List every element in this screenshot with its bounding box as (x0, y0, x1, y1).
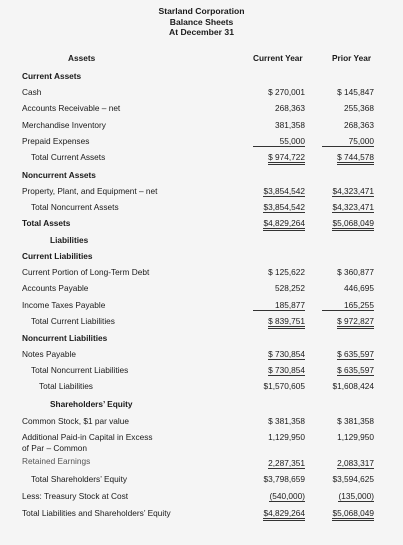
current-year-value: $ 839,751 (268, 316, 305, 329)
current-year-value: $4,829,264 (263, 218, 305, 231)
prior-year-value: 255,368 (344, 103, 374, 113)
section-label: Noncurrent Assets (22, 170, 96, 180)
total-row (0, 202, 403, 218)
line-item-row (0, 136, 403, 152)
section-label: Liabilities (50, 235, 89, 245)
line-item-label: Accounts Payable (22, 283, 89, 293)
line-item-row (0, 300, 403, 316)
line-item-label: Merchandise Inventory (22, 120, 106, 130)
line-item-row (0, 458, 403, 474)
total-row (0, 316, 403, 332)
prior-year-value: 165,255 (322, 300, 374, 311)
section-row (0, 251, 403, 267)
line-item-label: Current Portion of Long-Term Debt (22, 267, 150, 277)
prior-year-value: $ 381,358 (337, 416, 374, 426)
current-year-value: 381,358 (275, 120, 305, 130)
prior-year-value: $4,323,471 (332, 202, 374, 212)
prior-year-value: $5,068,049 (332, 218, 374, 231)
current-year-value: 2,287,351 (268, 458, 305, 468)
total-label: Total Shareholders’ Equity (31, 474, 128, 484)
line-item-label: Notes Payable (22, 349, 76, 359)
line-item-label-continued: of Par – Common (22, 443, 88, 453)
statement-date: At December 31 (169, 27, 234, 37)
prior-year-value: $ 972,827 (337, 316, 374, 329)
assets-column-heading: Assets (68, 53, 96, 63)
total-row (0, 152, 403, 168)
prior-year-heading: Prior Year (332, 53, 372, 63)
line-item-label: Additional Paid-in Capital in Excess (22, 432, 153, 442)
line-item-row (0, 349, 403, 365)
line-item-row (0, 120, 403, 136)
total-label: Total Noncurrent Assets (31, 202, 119, 212)
current-year-value: $ 125,622 (268, 267, 305, 277)
prior-year-value: $ 635,597 (337, 365, 374, 375)
current-year-value: 1,129,950 (268, 432, 305, 442)
section-row (0, 71, 403, 87)
section-label: Shareholders’ Equity (50, 399, 133, 409)
total-label: Total Liabilities (39, 381, 93, 391)
line-item-row (0, 267, 403, 283)
statement-title: Balance Sheets (169, 16, 234, 27)
total-label: Total Liabilities and Shareholders’ Equity (22, 508, 171, 518)
section-row (0, 170, 403, 186)
line-item-row (0, 283, 403, 299)
current-year-value: 528,252 (275, 283, 305, 293)
prior-year-value: $4,323,471 (332, 186, 374, 196)
line-item-label: Property, Plant, and Equipment – net (22, 186, 158, 196)
total-row (0, 508, 403, 524)
section-row (0, 235, 403, 251)
current-year-value: $ 730,854 (268, 365, 305, 375)
current-year-value: $3,854,542 (263, 202, 305, 212)
prior-year-value: 268,363 (344, 120, 374, 130)
line-item-label: Accounts Receivable – net (22, 103, 121, 113)
total-row (0, 474, 403, 490)
prior-year-value: $5,068,049 (332, 508, 374, 521)
line-item-row (0, 186, 403, 202)
section-row (0, 333, 403, 349)
total-label: Total Current Liabilities (31, 316, 115, 326)
line-item-row (0, 491, 403, 507)
current-year-heading: Current Year (253, 53, 303, 63)
line-item-row (0, 416, 403, 432)
prior-year-value: 75,000 (322, 136, 374, 147)
current-year-value: (540,000) (269, 491, 305, 501)
prior-year-value: $3,594,625 (332, 474, 374, 484)
line-item-label: Prepaid Expenses (22, 136, 90, 146)
prior-year-value: (135,000) (338, 491, 374, 501)
prior-year-value: 2,083,317 (337, 458, 374, 468)
total-row (0, 381, 403, 397)
company-name: Starland Corporation (158, 6, 245, 16)
statement-header (0, 0, 403, 38)
current-year-value: $ 974,722 (268, 152, 305, 165)
total-label: Total Current Assets (31, 152, 106, 162)
current-year-value: 185,877 (253, 300, 305, 311)
total-label: Total Assets (22, 218, 71, 228)
prior-year-value: $ 744,578 (337, 152, 374, 165)
current-year-value: $ 730,854 (268, 349, 305, 359)
line-item-row (0, 87, 403, 103)
current-year-value: $1,570,605 (263, 381, 305, 391)
prior-year-value: $ 145,847 (337, 87, 374, 97)
line-item-row (0, 103, 403, 119)
section-label: Noncurrent Liabilities (22, 333, 108, 343)
section-label: Current Assets (22, 71, 82, 81)
prior-year-value: 446,695 (344, 283, 374, 293)
section-row (0, 399, 403, 415)
current-year-value: 268,363 (275, 103, 305, 113)
line-item-label: Common Stock, $1 par value (22, 416, 129, 426)
total-row (0, 365, 403, 381)
line-item-label: Less: Treasury Stock at Cost (22, 491, 129, 501)
line-item-label: Retained Earnings (22, 456, 91, 466)
line-item-row (0, 432, 403, 458)
current-year-value: $ 270,001 (268, 87, 305, 97)
line-item-label: Cash (22, 87, 42, 97)
current-year-value: 55,000 (253, 136, 305, 147)
prior-year-value: $1,608,424 (332, 381, 374, 391)
prior-year-value: $ 360,877 (337, 267, 374, 277)
total-row (0, 218, 403, 234)
current-year-value: $3,854,542 (263, 186, 305, 196)
current-year-value: $ 381,358 (268, 416, 305, 426)
prior-year-value: 1,129,950 (337, 432, 374, 442)
section-label: Current Liabilities (22, 251, 93, 261)
current-year-value: $4,829,264 (263, 508, 305, 521)
line-item-label: Income Taxes Payable (22, 300, 106, 310)
total-label: Total Noncurrent Liabilities (31, 365, 129, 375)
prior-year-value: $ 635,597 (337, 349, 374, 359)
current-year-value: $3,798,659 (263, 474, 305, 484)
